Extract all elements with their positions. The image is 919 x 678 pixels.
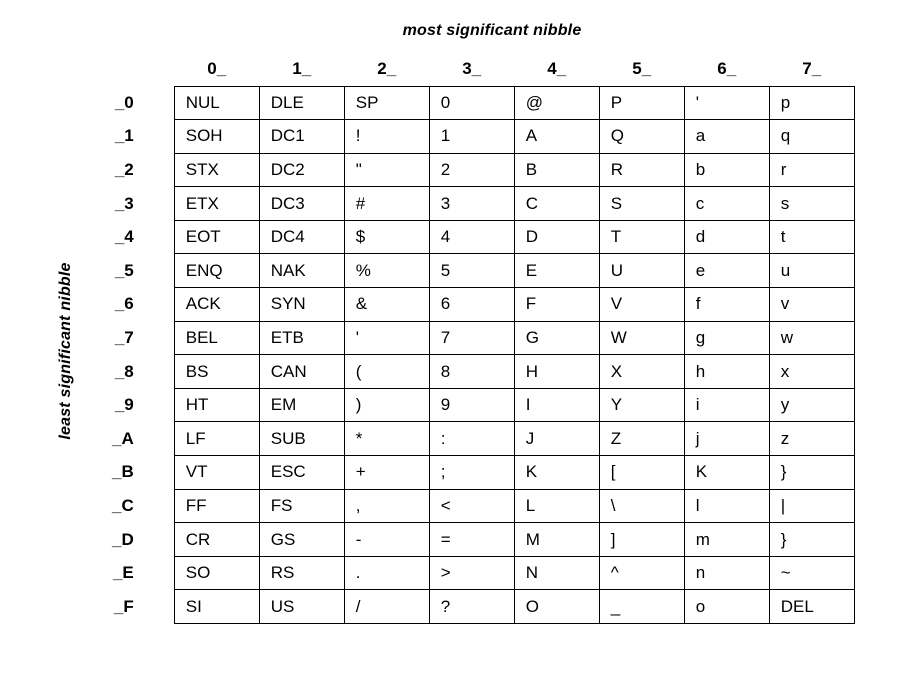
row-header-_7: _7 xyxy=(114,327,134,347)
table-cell: f xyxy=(684,288,769,322)
table-cell: W xyxy=(599,321,684,355)
row-header-_6: _6 xyxy=(114,294,134,314)
least-significant-nibble-label: least significant nibble xyxy=(57,262,74,440)
table-cell: H xyxy=(514,355,599,389)
table-row xyxy=(112,355,854,389)
row-header-_4: _4 xyxy=(114,227,134,247)
table-cell: ' xyxy=(684,86,769,120)
table-cell: K xyxy=(684,456,769,490)
table-cell: } xyxy=(769,456,854,490)
table-cell: ] xyxy=(599,523,684,557)
table-cell: GS xyxy=(259,523,344,557)
table-cell: o xyxy=(684,590,769,624)
table-cell: r xyxy=(769,153,854,187)
table-cell: ENQ xyxy=(174,254,259,288)
table-cell: m xyxy=(684,523,769,557)
col-header-3_: 3_ xyxy=(462,58,482,78)
row-header-_3: _3 xyxy=(114,193,134,213)
table-row xyxy=(112,220,854,254)
table-cell: DLE xyxy=(259,86,344,120)
table-row xyxy=(112,120,854,154)
table-cell: [ xyxy=(599,456,684,490)
table-cell: i xyxy=(684,388,769,422)
table-cell: SI xyxy=(174,590,259,624)
table-cell: > xyxy=(429,556,514,590)
most-significant-nibble-label: most significant nibble xyxy=(402,22,582,39)
table-row xyxy=(112,590,854,624)
table-cell: 7 xyxy=(429,321,514,355)
col-header-4_: 4_ xyxy=(547,58,567,78)
table-cell: t xyxy=(769,220,854,254)
col-header-7_: 7_ xyxy=(802,58,822,78)
table-cell: | xyxy=(769,489,854,523)
table-header xyxy=(112,50,854,86)
row-header-_1: _1 xyxy=(114,126,134,146)
table-cell: X xyxy=(599,355,684,389)
table-row xyxy=(112,456,854,490)
table-cell: V xyxy=(599,288,684,322)
table-cell: US xyxy=(259,590,344,624)
table-cell: Y xyxy=(599,388,684,422)
table-cell: / xyxy=(344,590,429,624)
table-cell: NAK xyxy=(259,254,344,288)
table-cell: E xyxy=(514,254,599,288)
table-row xyxy=(112,187,854,221)
row-header-_2: _2 xyxy=(114,159,134,179)
table-cell: O xyxy=(514,590,599,624)
table-cell: g xyxy=(684,321,769,355)
table-cell: S xyxy=(599,187,684,221)
table-cell: I xyxy=(514,388,599,422)
table-body xyxy=(112,86,854,624)
table-cell: j xyxy=(684,422,769,456)
table-row xyxy=(112,556,854,590)
table-row xyxy=(112,321,854,355)
table-cell: 2 xyxy=(429,153,514,187)
table-cell: $ xyxy=(344,220,429,254)
table-cell: LF xyxy=(174,422,259,456)
table-cell: & xyxy=(344,288,429,322)
table-cell: J xyxy=(514,422,599,456)
table-cell: A xyxy=(514,120,599,154)
table-cell: y xyxy=(769,388,854,422)
table-cell: Z xyxy=(599,422,684,456)
table-cell: ESC xyxy=(259,456,344,490)
table-cell: 9 xyxy=(429,388,514,422)
table-cell: , xyxy=(344,489,429,523)
table-cell: * xyxy=(344,422,429,456)
col-header-2_: 2_ xyxy=(377,58,397,78)
table-cell: ETX xyxy=(174,187,259,221)
table-cell: - xyxy=(344,523,429,557)
table-cell: 4 xyxy=(429,220,514,254)
col-header-row xyxy=(112,50,854,86)
row-header-_E: _E xyxy=(112,563,134,583)
table-row xyxy=(112,288,854,322)
table-cell: : xyxy=(429,422,514,456)
table-cell: ~ xyxy=(769,556,854,590)
table-cell: d xyxy=(684,220,769,254)
table-cell: DC4 xyxy=(259,220,344,254)
table-cell: R xyxy=(599,153,684,187)
table-cell: SUB xyxy=(259,422,344,456)
table-row xyxy=(112,388,854,422)
table-cell: U xyxy=(599,254,684,288)
table-cell: RS xyxy=(259,556,344,590)
table-cell: DC3 xyxy=(259,187,344,221)
col-header-0_: 0_ xyxy=(207,58,227,78)
row-header-_B: _B xyxy=(112,462,134,482)
col-header-1_: 1_ xyxy=(292,58,312,78)
table-cell: z xyxy=(769,422,854,456)
table-cell: SP xyxy=(344,86,429,120)
table-cell: CR xyxy=(174,523,259,557)
table-cell: FS xyxy=(259,489,344,523)
table-cell: STX xyxy=(174,153,259,187)
table-cell: @ xyxy=(514,86,599,120)
table-cell: w xyxy=(769,321,854,355)
table-cell: DEL xyxy=(769,590,854,624)
table-cell: DC2 xyxy=(259,153,344,187)
table-cell: FF xyxy=(174,489,259,523)
row-header-_C: _C xyxy=(112,495,134,515)
table-cell: ) xyxy=(344,388,429,422)
table-cell: CAN xyxy=(259,355,344,389)
corner-cell xyxy=(112,50,174,86)
table-cell: \ xyxy=(599,489,684,523)
table-cell: ( xyxy=(344,355,429,389)
table-row xyxy=(112,489,854,523)
table-cell: " xyxy=(344,153,429,187)
table-cell: HT xyxy=(174,388,259,422)
table-cell: q xyxy=(769,120,854,154)
table-cell: F xyxy=(514,288,599,322)
ascii-table xyxy=(112,50,855,624)
table-cell: = xyxy=(429,523,514,557)
table-cell: h xyxy=(684,355,769,389)
table-cell: _ xyxy=(599,590,684,624)
table-cell: 8 xyxy=(429,355,514,389)
table-cell: } xyxy=(769,523,854,557)
table-cell: x xyxy=(769,355,854,389)
table-cell: n xyxy=(684,556,769,590)
table-cell: b xyxy=(684,153,769,187)
row-header-_8: _8 xyxy=(114,361,134,381)
table-cell: N xyxy=(514,556,599,590)
col-header-5_: 5_ xyxy=(632,58,652,78)
table-cell: v xyxy=(769,288,854,322)
table-cell: p xyxy=(769,86,854,120)
table-cell: # xyxy=(344,187,429,221)
row-header-_9: _9 xyxy=(114,395,134,415)
table-row xyxy=(112,153,854,187)
table-cell: NUL xyxy=(174,86,259,120)
table-cell: SO xyxy=(174,556,259,590)
table-cell: D xyxy=(514,220,599,254)
table-cell: SYN xyxy=(259,288,344,322)
table-cell: G xyxy=(514,321,599,355)
row-header-_5: _5 xyxy=(114,260,134,280)
table-cell: ^ xyxy=(599,556,684,590)
table-cell: BEL xyxy=(174,321,259,355)
table-cell: 1 xyxy=(429,120,514,154)
row-header-_0: _0 xyxy=(114,92,134,112)
table-cell: ETB xyxy=(259,321,344,355)
table-cell: ! xyxy=(344,120,429,154)
table-cell: M xyxy=(514,523,599,557)
table-cell: 0 xyxy=(429,86,514,120)
table-cell: % xyxy=(344,254,429,288)
table-cell: ; xyxy=(429,456,514,490)
table-row xyxy=(112,523,854,557)
table-row xyxy=(112,422,854,456)
table-cell: . xyxy=(344,556,429,590)
table-cell: ' xyxy=(344,321,429,355)
table-cell: EOT xyxy=(174,220,259,254)
table-cell: EM xyxy=(259,388,344,422)
table-cell: 3 xyxy=(429,187,514,221)
table-cell: ACK xyxy=(174,288,259,322)
table-cell: T xyxy=(599,220,684,254)
table-cell: BS xyxy=(174,355,259,389)
table-cell: < xyxy=(429,489,514,523)
table-cell: VT xyxy=(174,456,259,490)
table-cell: s xyxy=(769,187,854,221)
table-cell: l xyxy=(684,489,769,523)
table-cell: c xyxy=(684,187,769,221)
table-cell: e xyxy=(684,254,769,288)
table-row xyxy=(112,86,854,120)
row-header-_A: _A xyxy=(112,428,134,448)
table-cell: u xyxy=(769,254,854,288)
row-header-_D: _D xyxy=(112,529,134,549)
table-cell: K xyxy=(514,456,599,490)
table-cell: P xyxy=(599,86,684,120)
table-cell: 5 xyxy=(429,254,514,288)
table-cell: + xyxy=(344,456,429,490)
row-header-_F: _F xyxy=(113,596,134,616)
table-cell: B xyxy=(514,153,599,187)
table-row xyxy=(112,254,854,288)
table-cell: C xyxy=(514,187,599,221)
table-cell: Q xyxy=(599,120,684,154)
col-header-6_: 6_ xyxy=(717,58,737,78)
table-cell: 6 xyxy=(429,288,514,322)
table-cell: ? xyxy=(429,590,514,624)
table-cell: a xyxy=(684,120,769,154)
table-cell: DC1 xyxy=(259,120,344,154)
table-cell: L xyxy=(514,489,599,523)
table-cell: SOH xyxy=(174,120,259,154)
